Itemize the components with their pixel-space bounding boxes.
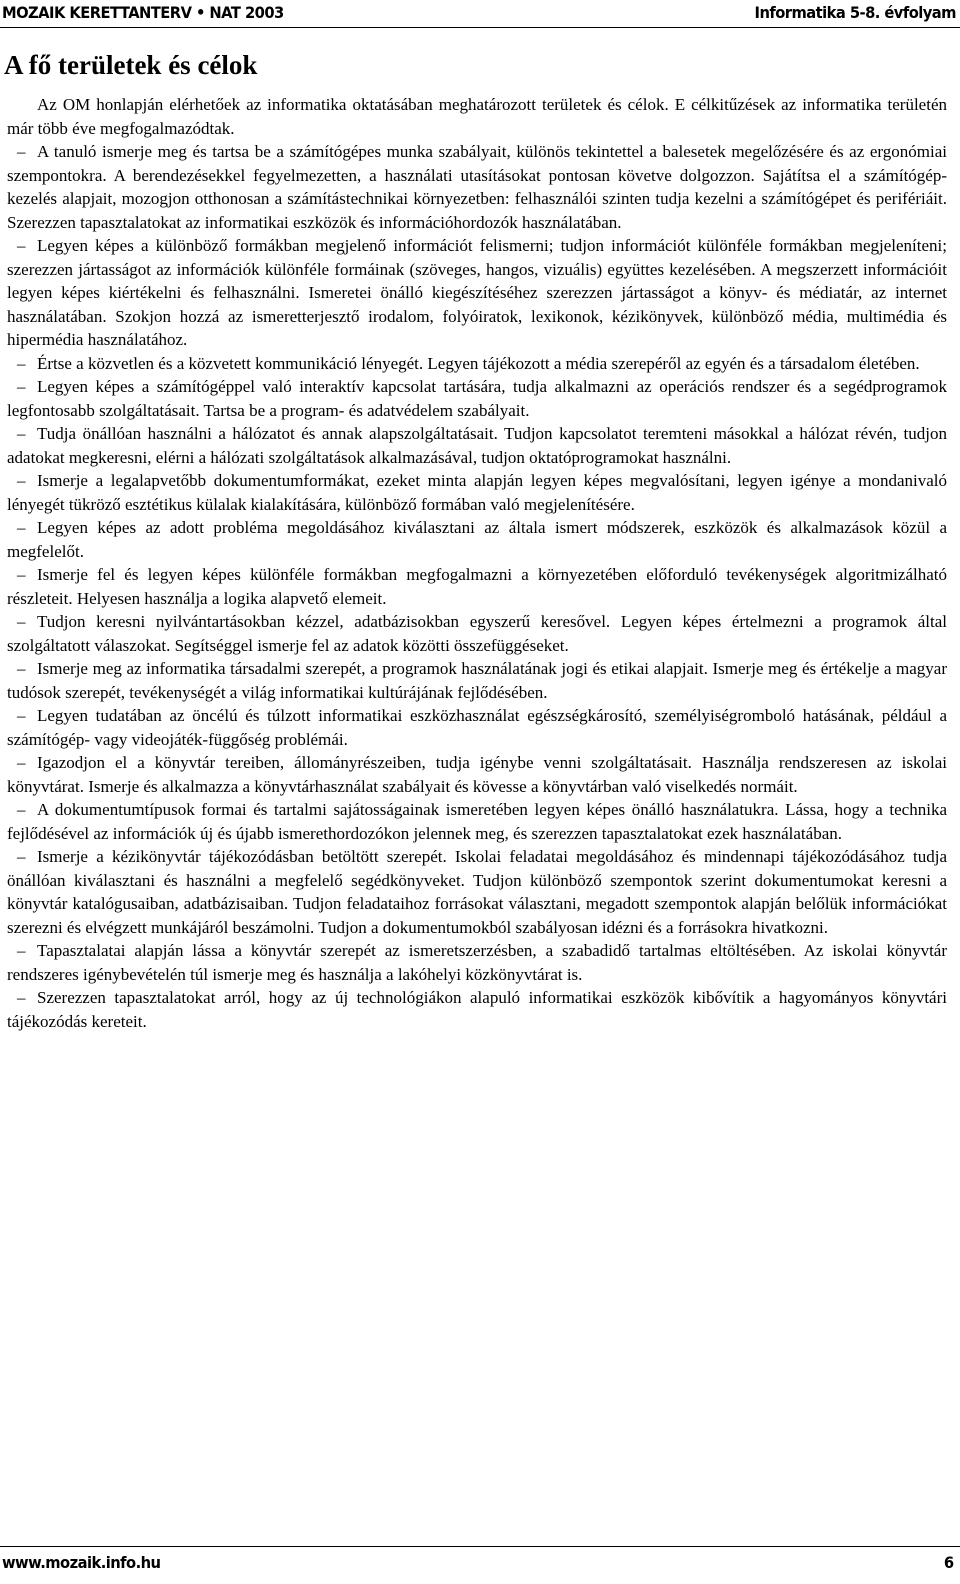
goal-item bbox=[7, 939, 947, 986]
list-dash: – bbox=[17, 706, 26, 725]
goal-item bbox=[7, 986, 947, 1033]
intro-paragraph: Az OM honlapján elérhetőek az informatika oktatásában meghatározott területek és célok. E célkitűzések az informatika területén már több éve megfogalmazódtak. bbox=[7, 95, 947, 138]
page-number: 6 bbox=[944, 1553, 954, 1572]
goal-item bbox=[7, 751, 947, 798]
section-title: A fő területek és célok bbox=[4, 50, 258, 80]
goal-item bbox=[7, 798, 947, 845]
goal-item bbox=[7, 516, 947, 563]
goal-text: Legyen tudatában az öncélú és túlzott informatikai eszközhasználat egészségkárosító, személyiségromboló hatásának, például a számítógép- vagy videojáték-függőség problémái. bbox=[7, 706, 947, 749]
goal-text: Tapasztalatai alapján lássa a könyvtár szerepét az ismeretszerzésben, a szabadidő tartalmas eltöltésében. Az iskolai könyvtár rendszeres igénybevételén túl ismerje meg és használja a lakóhelyi közkönyvtárat is. bbox=[7, 941, 947, 984]
goal-text: Igazodjon el a könyvtár tereiben, állományrészeiben, tudja igénybe venni szolgáltatásait. Használja rendszeresen az iskolai könyvtárat. Ismerje és alkalmazza a könyvtárhasználat szabályait és kövesse a könyvtárban való viselkedés normáit. bbox=[7, 753, 947, 796]
list-dash: – bbox=[17, 236, 26, 255]
goal-item bbox=[7, 422, 947, 469]
goal-item bbox=[7, 657, 947, 704]
goal-text: Legyen képes az adott probléma megoldásához kiválasztani az általa ismert módszerek, eszközök és alkalmazások közül a megfelelőt. bbox=[7, 518, 947, 561]
goal-text: Szerezzen tapasztalatokat arról, hogy az új technológiákon alapuló informatikai eszközök kibővítik a hagyományos könyvtári tájékozódás kereteit. bbox=[7, 988, 947, 1031]
list-dash: – bbox=[17, 753, 26, 772]
list-dash: – bbox=[17, 471, 26, 490]
list-dash: – bbox=[17, 377, 26, 396]
header-curriculum-title: MOZAIK KERETTANTERV • NAT 2003 bbox=[2, 3, 284, 22]
list-dash: – bbox=[17, 988, 26, 1007]
goal-text: Tudja önállóan használni a hálózatot és annak alapszolgáltatásait. Tudjon kapcsolatot teremteni másokkal a hálózat révén, tudjon adatokat megkeresni, elérni a hálózati szolgáltatások alkalmazásával, tudjon oktatóprogramokat használni. bbox=[7, 424, 947, 467]
goal-item bbox=[7, 704, 947, 751]
goal-text: Ismerje meg az informatika társadalmi szerepét, a programok használatának jogi és etikai alapjait. Ismerje meg és értékelje a magyar tudósok szerepét, tevékenységét a világ informatikai kultúrájának fejlődésében. bbox=[7, 659, 947, 702]
goal-item bbox=[7, 469, 947, 516]
goal-text: Ismerje a legalapvetőbb dokumentumformákat, ezeket minta alapján legyen képes megvalósítani, legyen igénye a mondanivaló lényegét tükröző esztétikus külalak kialakítására, különböző formában való megjelenítésére. bbox=[7, 471, 947, 514]
goal-text: Tudjon keresni nyilvántartásokban kézzel, adatbázisokban egyszerű keresővel. Legyen képes értelmezni a programok által szolgáltatott válaszokat. Segítséggel ismerje fel az adatok közötti összefüggéseket. bbox=[7, 612, 947, 655]
goal-text: Ismerje a kézikönyvtár tájékozódásban betöltött szerepét. Iskolai feladatai megoldásához és mindennapi tájékozódásához tudja önállóan kiválasztani és használni a megfelelő segédkönyveket. Tudjon különböző szempontok szerint dokumentumokat keresni a könyvtár katalógusaiban, adatbázisaiban. Tudjon feladataihoz forrásokat választani, megadott szempontok alapján belőlük információkat szerezni és elvégzett munkájáról beszámolni. Tudjon a dokumentumokból szabályosan idézni és a forrásokra hivatkozni. bbox=[7, 847, 947, 937]
list-dash: – bbox=[17, 142, 26, 161]
goal-item bbox=[7, 140, 947, 234]
page-header bbox=[0, 0, 960, 30]
goal-text: Legyen képes a számítógéppel való interaktív kapcsolat tartására, tudja alkalmazni az operációs rendszer és a segédprogramok legfontosabb szolgáltatásait. Tartsa be a program- és adatvédelem szabályait. bbox=[7, 377, 947, 420]
list-dash: – bbox=[17, 941, 26, 960]
section-body bbox=[7, 93, 947, 1033]
list-dash: – bbox=[17, 800, 26, 819]
list-dash: – bbox=[17, 847, 26, 866]
goal-item bbox=[7, 234, 947, 352]
header-subject-grade: Informatika 5-8. évfolyam bbox=[754, 3, 956, 22]
goal-text: Értse a közvetlen és a közvetett kommunikáció lényegét. Legyen tájékozott a média szerepéről az egyén és a társadalom életében. bbox=[37, 353, 920, 373]
footer-divider bbox=[0, 1546, 960, 1547]
list-dash: – bbox=[17, 353, 26, 373]
goal-item bbox=[7, 563, 947, 610]
header-divider bbox=[0, 27, 960, 28]
goal-text: A dokumentumtípusok formai és tartalmi sajátosságainak ismeretében legyen képes önálló használatukra. Lássa, hogy a technika fejlődésével az információk új és újabb ismerethordozókon jelennek meg, és szerezzen tapasztalatokat ezek használatában. bbox=[7, 800, 947, 843]
goal-item bbox=[7, 352, 947, 376]
goal-text: A tanuló ismerje meg és tartsa be a számítógépes munka szabályait, különös tekintettel a balesetek megelőzésére és az ergonómiai szempontokra. A berendezésekkel fegyelmezetten, a használati utasításokat pontosan követve dolgozzon. Sajátítsa el a számítógép-kezelés alapjait, mozogjon otthonosan a számítástechnikai környezetben: felhasználói szinten tudja kezelni a számítógépet és perifériáit. Szerezzen tapasztalatokat az informatikai eszközök és információhordozók használatában. bbox=[7, 142, 947, 232]
list-dash: – bbox=[17, 518, 26, 537]
list-dash: – bbox=[17, 424, 26, 443]
goal-text: Legyen képes a különböző formákban megjelenő információt felismerni; tudjon információt különféle formákban megjeleníteni; szerezzen jártasságot az információk különféle formáinak (szöveges, hangos, vizuális) együttes kezelésében. A megszerzett információit legyen képes kiértékelni és felhasználni. Ismeretei önálló kiegészítéséhez szerezzen jártasságot a könyv- és médiatár, az internet használatában. Szokjon hozzá az ismeretterjesztő irodalom, folyóiratok, lexikonok, kézikönyvek, különböző média, multimédia és hipermédia használatához. bbox=[7, 236, 947, 349]
goal-item bbox=[7, 845, 947, 939]
goal-item bbox=[7, 375, 947, 422]
goal-item bbox=[7, 610, 947, 657]
list-dash: – bbox=[17, 565, 26, 584]
goals-list bbox=[7, 140, 947, 1033]
footer-website: www.mozaik.info.hu bbox=[2, 1553, 161, 1572]
list-dash: – bbox=[17, 612, 26, 631]
list-dash: – bbox=[17, 659, 26, 678]
goal-text: Ismerje fel és legyen képes különféle formákban megfogalmazni a környezetében előforduló tevékenységek algoritmizálható részleteit. Helyesen használja a logika alapvető elemeit. bbox=[7, 565, 947, 608]
